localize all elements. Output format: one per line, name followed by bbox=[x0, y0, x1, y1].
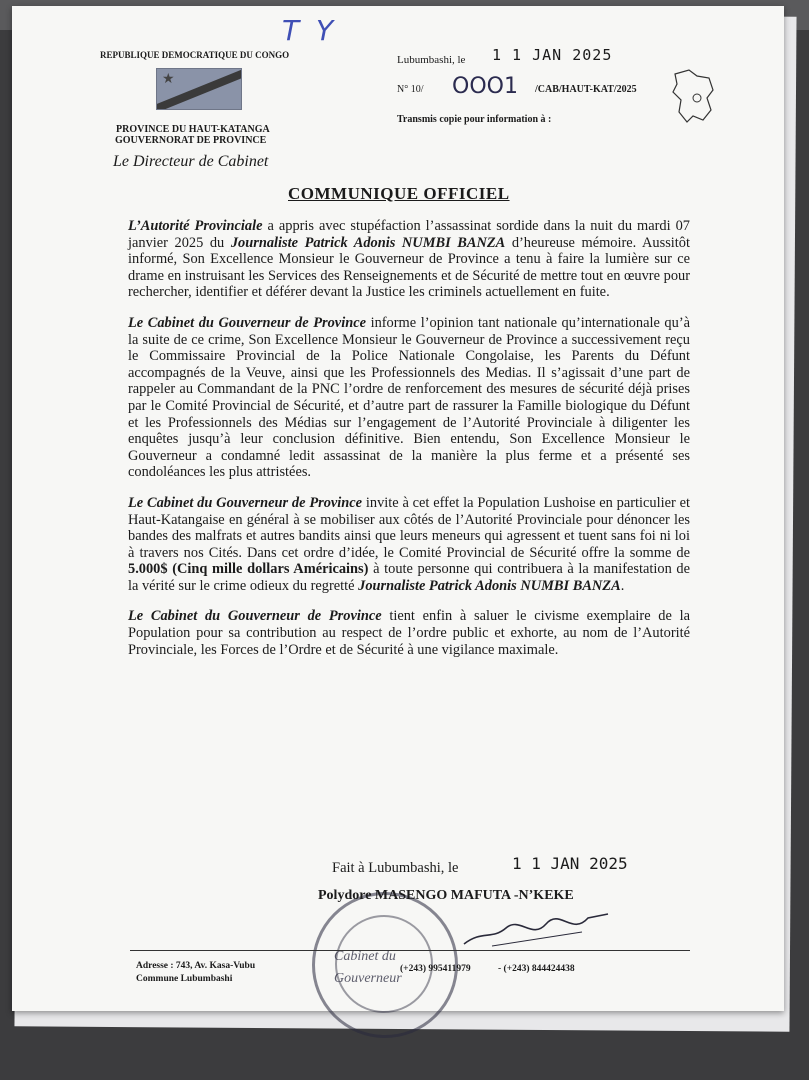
director-title: Le Directeur de Cabinet bbox=[113, 153, 269, 170]
footer-commune: Commune Lubumbashi bbox=[136, 974, 233, 984]
footer-phone-1: (+243) 995411979 bbox=[400, 964, 471, 974]
signing-date-stamp: 1 1 JAN 2025 bbox=[512, 854, 628, 873]
communique-body bbox=[128, 218, 690, 672]
footer-address: Adresse : 743, Av. Kasa-Vubu bbox=[136, 961, 256, 971]
paragraph-3: Le Cabinet du Gouverneur de Province invite à cet effet la Population Lushoise en particulier et Haut-Katangaise en général à se mobiliser aux côtés de l’Autorité Provinciale pour dénoncer les bandes des malfrats et autres bandits ainsi que leurs meneurs qui agressent et tuent sans foi ni loi à travers nos Cités. Dans cet ordre d’idée, le Comité Provincial de Sécurité offre la somme de 5.000$ (Cinq mille dollars Américains) à toute personne qui contribuera à la manifestation de la vérité sur le crime odieux du regretté Journaliste Patrick Adonis NUMBI BANZA. bbox=[128, 494, 690, 594]
drc-flag-icon: ★ bbox=[156, 68, 242, 110]
reference-number-label: N° 10/ bbox=[397, 84, 424, 95]
reference-number-handwritten: OOO1 bbox=[452, 74, 518, 99]
province-map-icon bbox=[667, 66, 717, 126]
handwritten-note: T Y bbox=[282, 14, 338, 47]
document-page bbox=[12, 6, 784, 1011]
footer-phone-2: - (+243) 844424438 bbox=[498, 964, 575, 974]
document-title: COMMUNIQUE OFFICIEL bbox=[288, 184, 510, 203]
footer-divider bbox=[130, 950, 690, 951]
transmis-copie: Transmis copie pour information à : bbox=[397, 114, 552, 125]
signature bbox=[462, 910, 612, 950]
reference-code: /CAB/HAUT-KAT/2025 bbox=[535, 84, 637, 95]
stamp-text: Cabinet du Gouverneur bbox=[334, 949, 402, 986]
paragraph-4: Le Cabinet du Gouverneur de Province tient enfin à saluer le civisme exemplaire de la Population pour sa contribution au respect de l’ordre public et exhorte, au nom de l’Autorité Provinciale, les Forces de l’Ordre et de Sécurité à une vigilance maximale. bbox=[128, 608, 690, 658]
signing-place: Fait à Lubumbashi, le bbox=[332, 860, 459, 876]
province-name: PROVINCE DU HAUT-KATANGA bbox=[116, 124, 270, 135]
signatory-name: Polydore MASENGO MAFUTA -N’KEKE bbox=[318, 888, 574, 903]
date-stamp: 1 1 JAN 2025 bbox=[492, 46, 613, 64]
paragraph-1: L’Autorité Provinciale a appris avec stupéfaction l’assassinat sordide dans la nuit du mardi 07 janvier 2025 du Journaliste Patrick Adonis NUMBI BANZA d’heureuse mémoire. Aussitôt informé, Son Excellence Monsieur le Gouverneur de Province a tenu à faire la lumière sur ce drame en instruisant les Services des Renseignements et de Sécurité de mettre tout en œuvre pour rechercher, identifier et déférer devant la Justice les criminels actuellement en fuite. bbox=[128, 218, 691, 301]
paragraph-2: Le Cabinet du Gouverneur de Province informe l’opinion tant nationale qu’internationale qu’à la suite de ce crime, Son Excellence Monsieur le Gouverneur de Province a successivement reçu le Commissaire Provincial de la Police Nationale Congolaise, les Parents du Défunt accompagnés de la Veuve, ainsi que les Professionnels des Medias. Il s’agissait d’une part de rappeler au Commandant de la PNC l’ordre de renforcement des mesures de sécurité déjà prises par le Comité Provincial de Sécurité, et d’autre part de rassurer la Famille biologique du Défunt et les Professionnels des Médias sur l’engagement de l’Autorité Provinciale à diligenter les enquêtes jusqu’à leur conclusion définitive. Bien entendu, Son Excellence Monsieur le Gouverneur a condamné ledit assassinat de la manière la plus ferme et a présenté ses condoléances les plus attristées. bbox=[128, 314, 690, 481]
gouvernorat-name: GOUVERNORAT DE PROVINCE bbox=[115, 135, 267, 146]
republic-header: REPUBLIQUE DEMOCRATIQUE DU CONGO bbox=[100, 50, 290, 60]
place-label: Lubumbashi, le bbox=[397, 54, 466, 66]
